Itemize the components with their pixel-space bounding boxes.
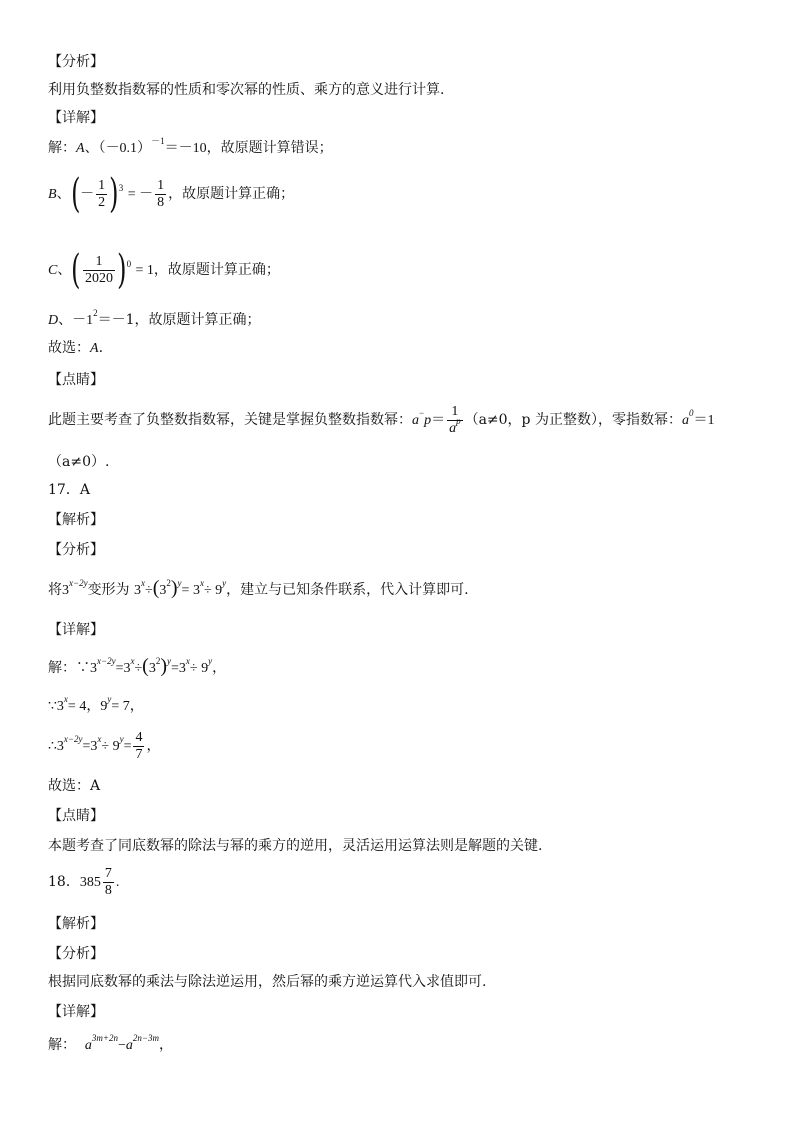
s17-j1-9exp: y [208, 656, 213, 667]
s18-j-a1exp: 3m+2n [91, 1033, 118, 1044]
s16-a-eq: ＝－10，故原题计算错误； [164, 141, 333, 156]
s16-c-lparen: ( [71, 247, 81, 293]
s17-j3-eq2: = [123, 739, 132, 754]
s17-j3 [48, 726, 160, 767]
s17-f-expr-exp: x−2y [69, 578, 88, 589]
s16-a-base: －0.1） [105, 141, 152, 156]
s17-j2-bexp: y [107, 694, 112, 705]
s16-dj-cond: （a≠0，p 为正整数），零指数幂： [464, 412, 682, 428]
s16-dj-zero-a: a [681, 413, 689, 428]
s18-j-pre: 解： [48, 1037, 76, 1053]
s18-fenxi-head: 【分析】 [48, 946, 104, 962]
s16-b-rfrac [155, 178, 166, 211]
s18-fenxi-text: 根据同底数幂的乘法与除法逆运用，然后幂的乘方逆运算代入求值即可. [48, 974, 487, 990]
s17-j2-tail: ， [129, 698, 144, 714]
s16-b-sep: 、 [56, 186, 71, 202]
s16-dj-fden-p: p [456, 415, 461, 426]
s16-b-num: 1 [98, 177, 106, 193]
s16-b-label: B [48, 187, 57, 202]
s17-f-9exp: y [222, 578, 227, 589]
s16-dianjing-head: 【点睛】 [48, 372, 104, 388]
s17-jiexi-head: 【解析】 [48, 512, 104, 528]
s18-val-num: 7 [104, 865, 112, 881]
s16-b-eq: = － [127, 187, 154, 202]
s16-dj-p: p [424, 413, 432, 428]
s18-num: 18． [48, 874, 80, 890]
s16-xuan-ans: A [90, 341, 99, 356]
s17-j1-e2exp: x [185, 656, 190, 667]
s16-c-den: 2020 [84, 270, 113, 286]
s16-c-eq: = 1 [135, 263, 154, 278]
s16-xiangjie-head: 【详解】 [48, 110, 104, 126]
s18-jiexi-head: 【解析】 [48, 916, 104, 932]
s17-j1-eexp: x [130, 656, 135, 667]
s16-a-label: A [76, 141, 85, 156]
s18-j-a2: a [125, 1038, 133, 1053]
s17-j2-aexp: x [63, 694, 68, 705]
s16-c-sep: 、 [57, 262, 72, 278]
s18-j-line [48, 1032, 173, 1059]
s17-j3-eq: =3 [82, 739, 98, 754]
s18-j-a2exp: 2n−3m [132, 1033, 159, 1044]
s16-line-a [48, 138, 333, 159]
s16-d-exp: 2 [93, 308, 98, 319]
s17-dj-text: 本题考查了同底数幂的除法与幂的乘方的逆用，灵活运用运算法则是解题的关键. [48, 838, 543, 854]
s17-f-eq-exp: x [199, 578, 204, 589]
s17-f-formula-exp: x [141, 578, 146, 589]
s17-f-lparen: ( [152, 577, 160, 599]
s17-f-paren-base: 3 [159, 583, 167, 598]
s16-b-exp: 3 [118, 183, 124, 193]
s17-f-div2: ÷ 9 [203, 583, 223, 598]
s16-xuan [48, 338, 103, 359]
s16-xuan-dot: . [98, 340, 104, 356]
s17-j1-lparen: ( [142, 655, 149, 677]
s16-b-rnum: 1 [157, 177, 165, 193]
s17-j3-eexp: x [97, 734, 102, 745]
s16-dj-line2: （a≠0）. [48, 454, 110, 470]
s17-j2 [48, 696, 144, 717]
s17-j3-num: 4 [135, 729, 143, 745]
s18-j-tail: ， [158, 1037, 173, 1053]
s17-f-eq: = 3 [181, 583, 200, 598]
s16-b-neg: － [80, 187, 95, 202]
s16-dj-fnum: 1 [447, 404, 463, 421]
s18-xiangjie-head: 【详解】 [48, 1004, 104, 1020]
s16-dj-eq: ＝ [431, 413, 446, 428]
s16-dj-fden-a: a [449, 420, 457, 436]
s16-line-c [48, 248, 280, 293]
s17-xuan: 故选：A [48, 778, 101, 794]
s17-f-mid: 变形为 [87, 582, 130, 598]
s17-j2-b: 9 [100, 699, 108, 714]
s17-j1-base: 3 [90, 661, 97, 676]
s17-j2-sep: ， [86, 698, 101, 714]
s17-f-expr-base: 3 [62, 583, 69, 598]
s16-d-mid: 、－1 [58, 313, 94, 328]
s17-j1-pbase: 3 [148, 661, 156, 676]
s17-j1-tail: ， [212, 660, 227, 676]
s16-dj-fden [447, 415, 463, 437]
s17-j3-den: 7 [135, 746, 143, 762]
s17-j2-bval: = 7 [111, 699, 130, 714]
s17-fenxi-head: 【分析】 [48, 542, 104, 558]
s16-b-rden: 8 [157, 194, 165, 210]
s18-val-frac [103, 866, 114, 899]
s17-j3-9exp: y [119, 734, 124, 745]
s18-val-tail: . [115, 875, 120, 890]
s18-val-int: 385 [79, 875, 101, 890]
s16-fenxi-head: 【分析】 [48, 54, 104, 70]
s17-dianjing-head: 【点睛】 [48, 808, 104, 824]
s16-d-label: D [48, 313, 59, 328]
s16-dj-frac [447, 404, 463, 437]
s17-f-paren-outer: y [177, 578, 182, 589]
s17-f-pre: 将 [48, 582, 62, 598]
s17-j1-pre: 解：∵ [48, 660, 90, 676]
s16-c-label: C [48, 263, 58, 278]
s17-j1-pexp: 2 [155, 656, 161, 667]
s16-dj-text1: 此题主要考查了负整数指数幂，关键是掌握负整数指数幂： [48, 412, 412, 428]
s16-c-frac [83, 254, 115, 287]
s17-j1-eq2: =3 [171, 661, 186, 676]
s18-val-den: 8 [104, 882, 112, 898]
s18-j-a1: a [84, 1038, 92, 1053]
s17-j3-frac [133, 730, 144, 763]
s17-j1-eq: =3 [115, 661, 131, 676]
s16-c-rparen: ) [117, 247, 127, 293]
s17-j2-pre: ∵ [48, 698, 57, 714]
s16-a-mid: 、（ [84, 140, 106, 156]
s17-f-tail: ，建立与已知条件联系，代入计算即可. [226, 582, 469, 598]
s17-j3-pre: ∴ [48, 738, 57, 754]
s16-d-tail: ＝－1，故原题计算正确； [97, 312, 261, 328]
s18-j-minus: − [117, 1038, 126, 1053]
s16-b-tail: ，故原题计算正确； [168, 186, 295, 202]
s16-line-b [48, 172, 294, 217]
s16-b-frac [96, 178, 107, 211]
s17-f-rparen: ) [170, 577, 178, 599]
s17-xiangjie-head: 【详解】 [48, 622, 104, 638]
s16-b-den: 2 [98, 194, 106, 210]
s17-f-div: ÷ [145, 583, 153, 598]
s16-dj-neg: − [419, 408, 425, 419]
s16-a-prefix: 解： [48, 140, 76, 156]
s17-j2-aval: = 4 [67, 699, 87, 714]
s17-j3-base: 3 [56, 739, 64, 754]
s17-j1-rparen: ) [160, 655, 167, 677]
s17-j2-a: 3 [56, 699, 64, 714]
s17-j1-div2: ÷ 9 [189, 661, 209, 676]
s17-num: 17．A [48, 482, 90, 498]
s17-j1-pouter: y [167, 656, 171, 667]
s17-f-paren-exp: 2 [166, 578, 171, 589]
s17-j3-tail: ， [146, 738, 161, 754]
s16-a-exp: －1 [151, 136, 165, 147]
s16-dj-a: a [412, 413, 419, 428]
s16-c-num: 1 [83, 254, 115, 271]
s16-fenxi-text: 利用负整数指数幂的性质和零次幂的性质、乘方的意义进行计算. [48, 82, 445, 98]
s18-num-line [48, 862, 119, 903]
s17-j1 [48, 652, 226, 683]
s17-j3-div: ÷ 9 [101, 739, 120, 754]
s17-j1-div: ÷ [134, 661, 143, 676]
s16-dj-line1 [48, 400, 714, 441]
s17-j3-exp: x−2y [63, 734, 83, 745]
s16-line-d [48, 310, 261, 331]
s16-b-lparen: ( [70, 171, 81, 217]
s16-c-exp: 0 [126, 259, 132, 269]
s16-xuan-label: 故选： [48, 340, 90, 356]
s17-f-formula: 3 [134, 583, 142, 598]
s16-dj-zero-exp: 0 [688, 408, 694, 419]
s17-j1-exp: x−2y [97, 656, 116, 667]
s16-b-rparen: ) [109, 171, 119, 217]
s16-dj-zero-eq: ＝1 [693, 413, 715, 428]
s16-c-tail: ，故原题计算正确； [153, 262, 280, 278]
s17-fenxi-line [48, 574, 469, 605]
